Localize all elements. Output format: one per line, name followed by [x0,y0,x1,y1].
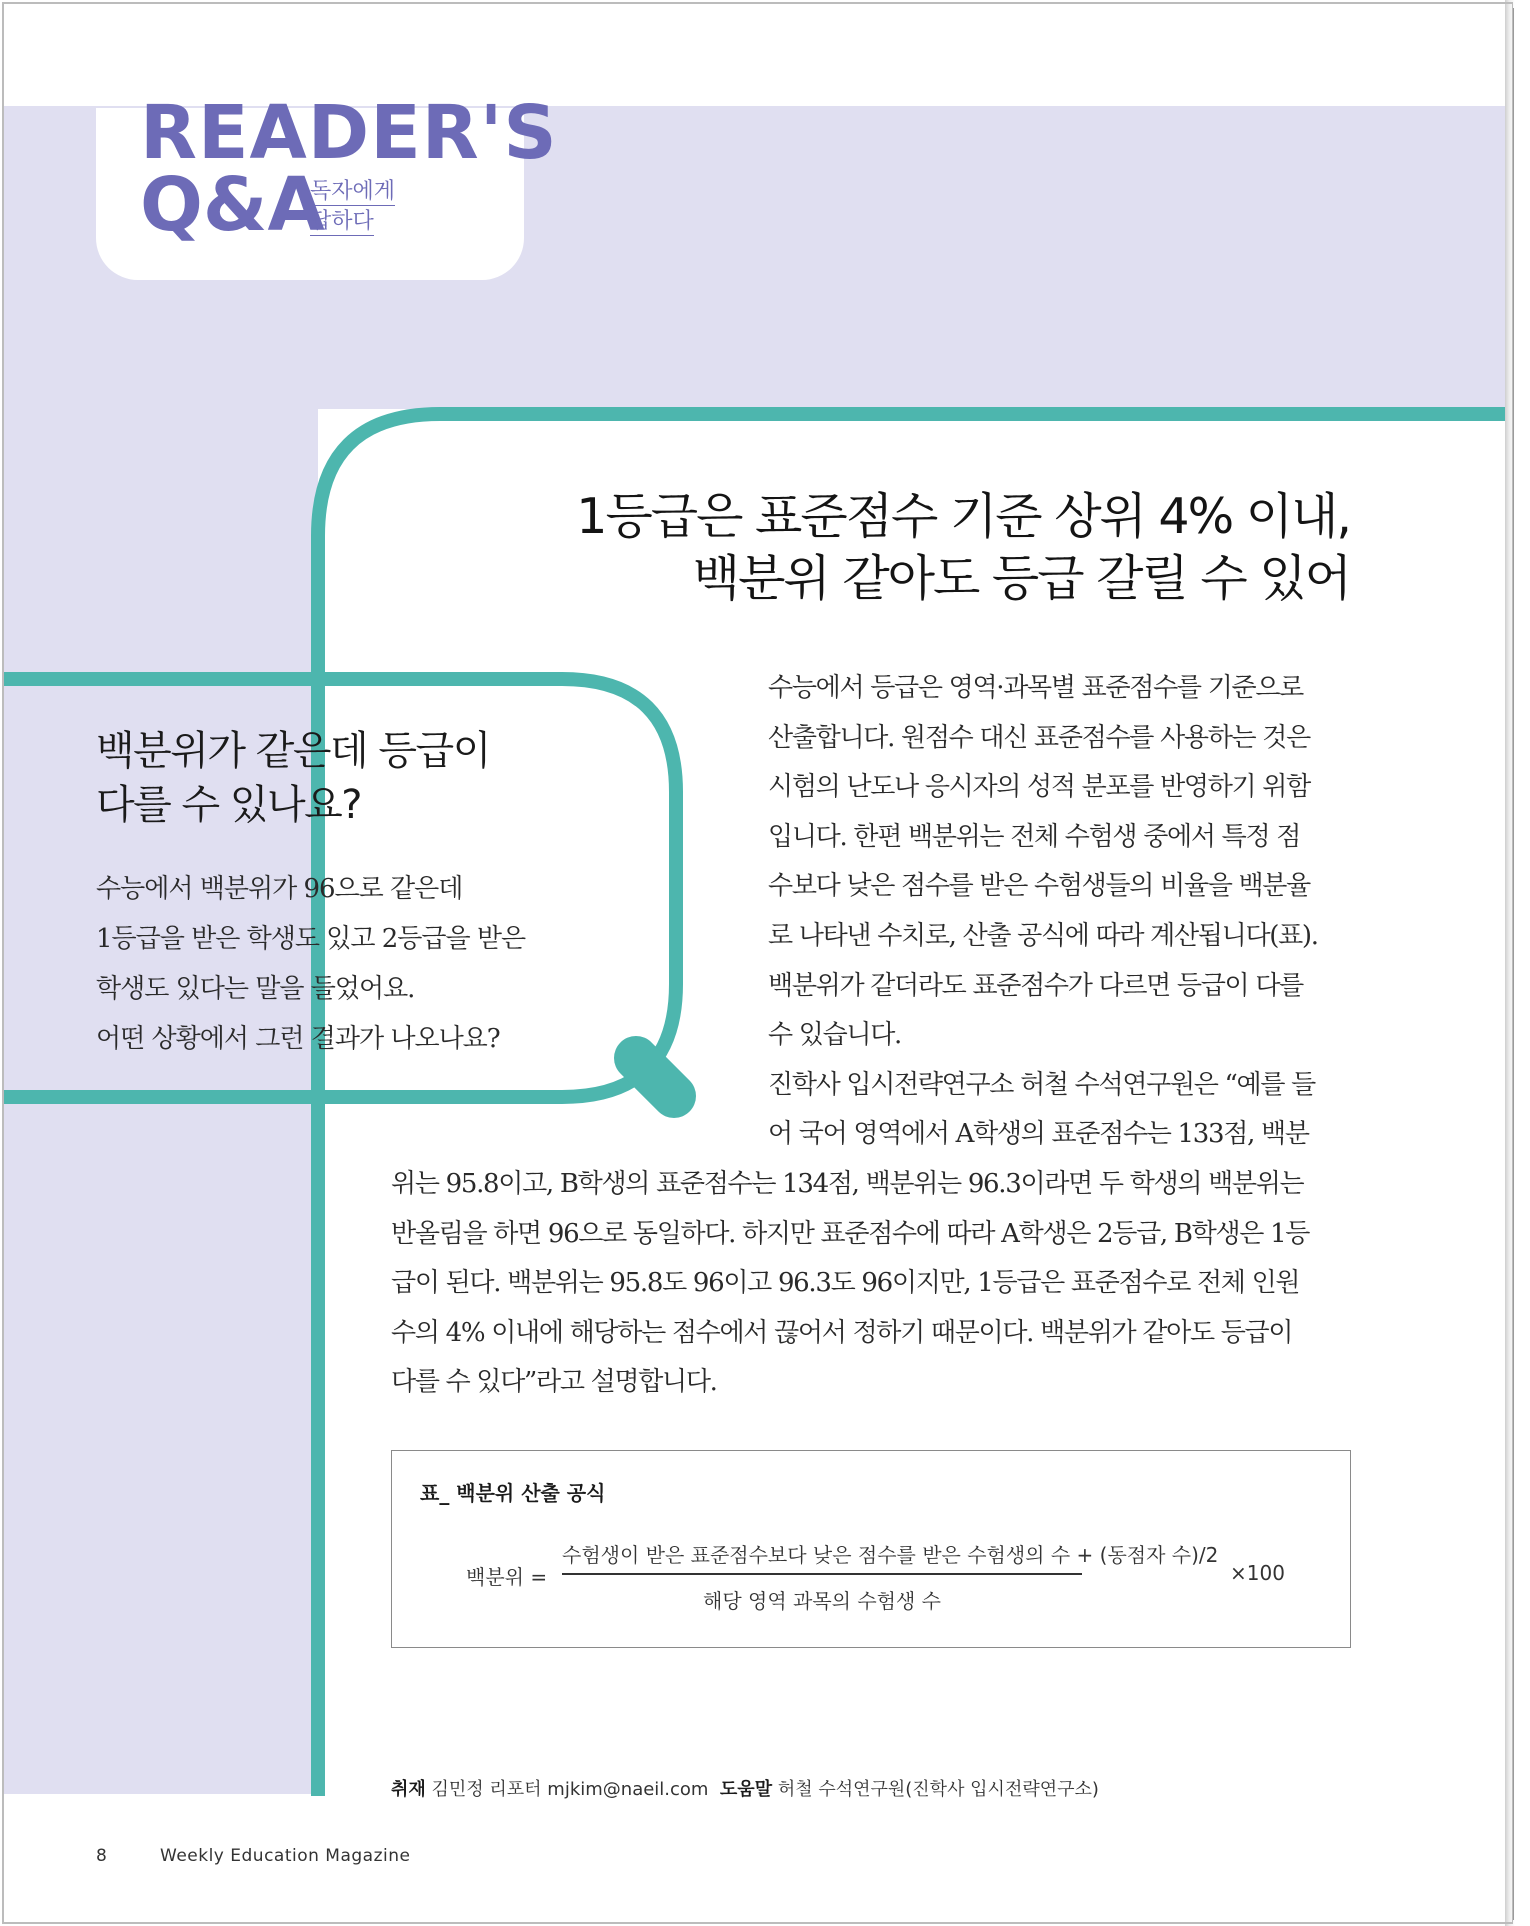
answer-line: 급이 된다. 백분위는 95.8도 96이고 96.3도 96이지만, 1등급은 표준점수로 전체 인원 [391,1268,1300,1299]
question-body-line: 수능에서 백분위가 96으로 같은데 [96,874,463,904]
credits-label-help: 도움말 [719,1779,773,1800]
formula-multiplier: ×100 [1230,1561,1285,1585]
question-body-line: 어떤 상황에서 그런 결과가 나오나요? [96,1024,500,1054]
logo-readers-text: READER'S [140,90,558,176]
answer-line: 백분위가 같더라도 표준점수가 다르면 등급이 다를 [768,970,1303,1001]
headline-line2: 백분위 같아도 등급 갈릴 수 있어 [692,550,1350,607]
question-body-line: 학생도 있다는 말을 들었어요. [96,974,415,1004]
formula-denominator: 해당 영역 과목의 수험생 수 [703,1589,941,1613]
credits-label-reporter: 취재 [391,1779,426,1800]
question-body-line: 1등급을 받은 학생도 있고 2등급을 받은 [96,924,526,954]
answer-line: 입니다. 한편 백분위는 전체 수험생 중에서 특정 점 [768,821,1301,852]
logo-qa-text: Q&A [140,162,325,248]
magazine-name: Weekly Education Magazine [160,1846,411,1866]
answer-line: 반올림을 하면 96으로 동일하다. 하지만 표준점수에 따라 A학생은 2등급, B학생은 1등 [391,1218,1310,1249]
answer-line: 진학사 입시전략연구소 허철 수석연구원은 “예를 들 [768,1069,1315,1100]
formula-title: 표_ 백분위 산출 공식 [420,1481,606,1505]
answer-line: 위는 95.8이고, B학생의 표준점수는 134점, 백분위는 96.3이라면 두 학생의 백분위는 [391,1169,1304,1199]
page-number: 8 [96,1846,107,1866]
logo-subtitle-line2: 답하다 [310,210,374,236]
answer-line: 수능에서 등급은 영역·과목별 표준점수를 기준으로 [768,673,1303,703]
answer-line: 로 나타낸 수치로, 산출 공식에 따라 계산됩니다(표). [768,920,1318,951]
answer-line: 수의 4% 이내에 해당하는 점수에서 끊어서 정하기 때문이다. 백분위가 같아도 등급이 [391,1317,1293,1348]
formula-numerator: 수험생이 받은 표준점수보다 낮은 점수를 받은 수험생의 수 + (동점자 수)/2 [562,1543,1219,1567]
credits-help: 허철 수석연구원(진학사 입시전략연구소) [777,1779,1099,1800]
question-title-line1: 백분위가 같은데 등급이 [96,728,490,774]
answer-line: 다를 수 있다”라고 설명합니다. [391,1367,717,1398]
answer-line: 수 있습니다. [768,1020,902,1051]
answer-line: 시험의 난도나 응시자의 성적 분포를 반영하기 위함 [768,772,1310,803]
question-title-line2: 다를 수 있나요? [96,782,361,828]
page-border [2,2,1513,1924]
answer-line: 수보다 낮은 점수를 받은 수험생들의 비율을 백분율 [768,871,1310,902]
logo-subtitle-line1: 독자에게 [310,180,395,206]
credits-reporter: 김민정 리포터 mjkim@naeil.com [431,1779,709,1800]
formula-lhs: 백분위 = [466,1565,548,1589]
headline-line1: 1등급은 표준점수 기준 상위 4% 이내, [576,488,1350,545]
answer-line: 어 국어 영역에서 A학생의 표준점수는 133점, 백분 [768,1119,1309,1150]
answer-line: 산출합니다. 원점수 대신 표준점수를 사용하는 것은 [768,722,1310,753]
